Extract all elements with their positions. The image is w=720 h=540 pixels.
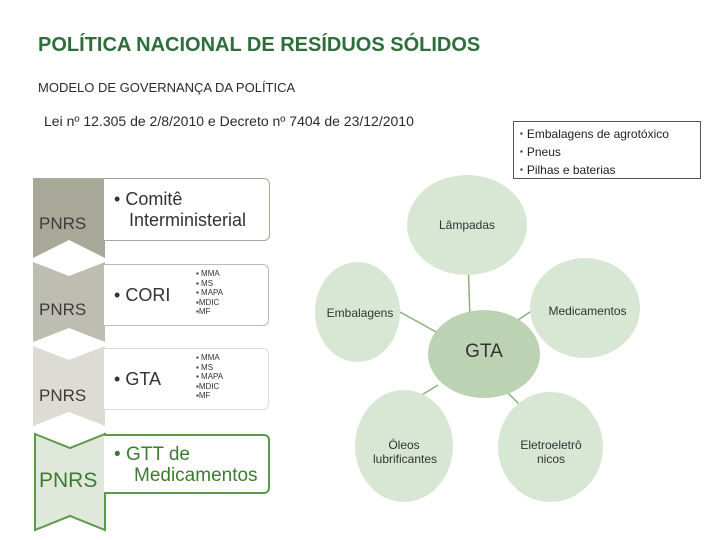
member-item: ▪MDIC (196, 381, 220, 391)
member-item: ▪ MMA (196, 269, 220, 278)
page-title: POLÍTICA NACIONAL DE RESÍDUOS SÓLIDOS (38, 34, 481, 56)
node-oleos-lubrificantes (355, 390, 453, 502)
chevron-label: PNRS (39, 469, 98, 492)
level-label: Comitê (125, 189, 183, 209)
center-label: GTA (465, 341, 503, 362)
bullet-icon: • (114, 369, 121, 389)
level-label-line2: Medicamentos (134, 465, 258, 486)
member-item: ▪ MAPA (196, 372, 224, 381)
node-medicamentos (530, 258, 640, 358)
node-label: Embalagens (326, 306, 394, 320)
bullet-icon: • (114, 285, 121, 305)
bullet-icon: ▪ (520, 165, 523, 174)
chevron-label: PNRS (39, 214, 87, 233)
center-node-gta (428, 310, 540, 398)
level-label: GTA (125, 369, 161, 389)
member-item: ▪MF (196, 391, 211, 400)
node-label: Lâmpadas (438, 218, 496, 232)
note-item: ▪ Embalagens de agrotóxico (520, 127, 669, 141)
level-label: GTT de (125, 444, 190, 465)
bullet-icon: • (114, 444, 121, 465)
bullet-icon: ▪ (520, 147, 523, 156)
node-label: Medicamentos (548, 304, 627, 318)
chevron-label: PNRS (39, 386, 87, 405)
member-item: ▪MF (196, 307, 211, 316)
node-embalagens (315, 262, 400, 362)
chevron-label: PNRS (39, 300, 87, 319)
node-eletroeletronicos (498, 392, 603, 502)
note-item: ▪ Pneus (520, 145, 561, 159)
node-label: Eletroeletrô nicos (520, 438, 582, 466)
node-label: Óleos lubrificantes (373, 438, 438, 466)
member-item: ▪ MAPA (196, 288, 224, 297)
bullet-icon: • (114, 189, 121, 209)
bullet-icon: ▪ (520, 129, 523, 138)
member-item: ▪ MS (196, 278, 214, 288)
member-item: ▪ MMA (196, 353, 220, 362)
page-subtitle: MODELO DE GOVERNANÇA DA POLÍTICA (38, 80, 296, 95)
law-reference: Lei nº 12.305 de 2/8/2010 e Decreto nº 7404 de 23/12/2010 (44, 113, 414, 129)
level-label: CORI (125, 285, 171, 305)
node-lampadas (407, 175, 527, 275)
member-item: ▪MDIC (196, 297, 220, 307)
level-label-line2: Interministerial (129, 210, 247, 230)
note-item: ▪ Pilhas e baterias (520, 163, 616, 177)
member-item: ▪ MS (196, 362, 214, 372)
